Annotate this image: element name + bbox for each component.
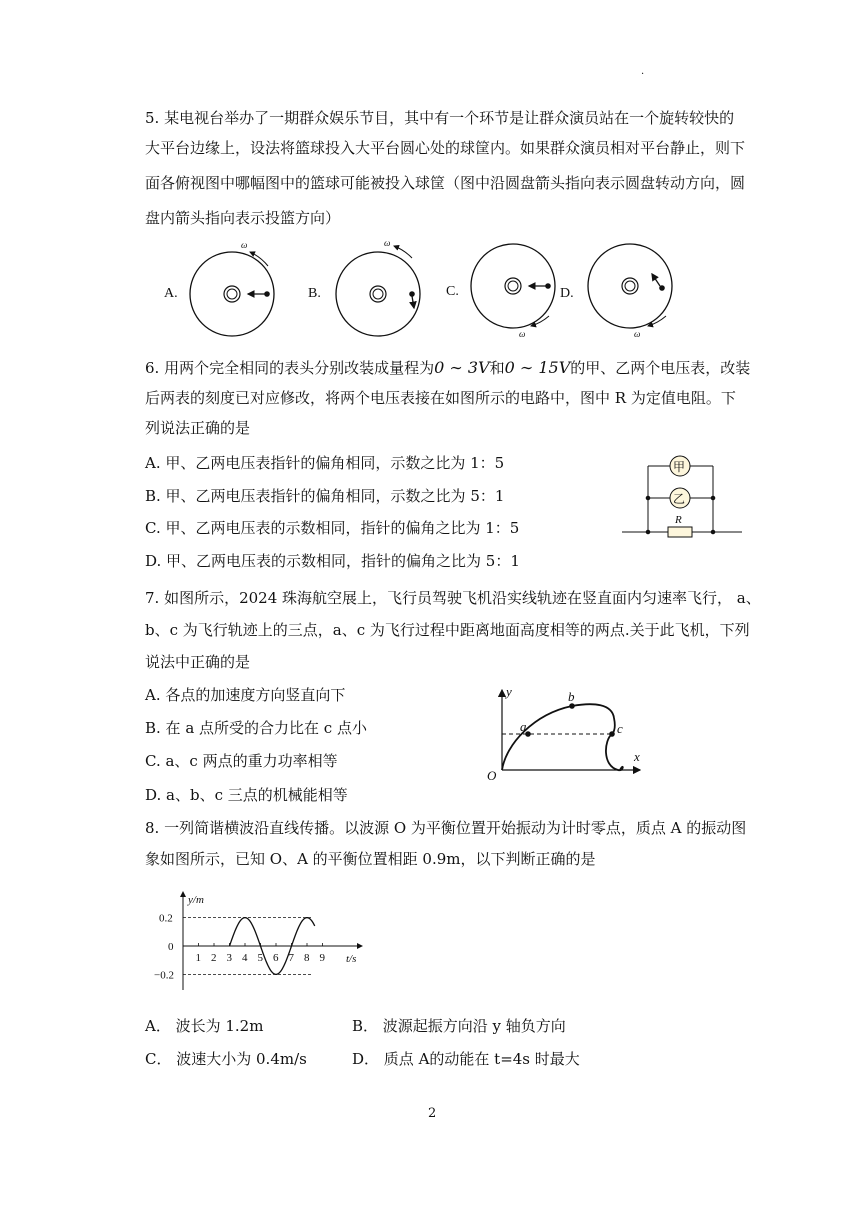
wave-y-label: y/m <box>188 894 204 906</box>
meter-yi: 乙 <box>673 492 686 506</box>
x-tick-label-3: 3 <box>226 952 232 964</box>
x-tick-label-9: 9 <box>319 952 325 964</box>
q8-line-1: 8. 一列简谐横波沿直线传播。以波源 O 为平衡位置开始振动为计时零点，质点 A 的振动图 <box>145 819 747 837</box>
traj-a-label: a <box>520 719 527 734</box>
disc-b <box>336 238 420 336</box>
q8-vibration-chart <box>150 886 370 998</box>
x-tick-label-8: 8 <box>304 952 310 964</box>
q6-option-a: A. 甲、乙两电压表指针的偏角相同，示数之比为 1：5 <box>145 454 505 472</box>
omega-c: ω <box>519 329 526 339</box>
disc-d <box>588 244 672 339</box>
q7-line-3: 说法中正确的是 <box>145 653 251 671</box>
traj-origin-label: O <box>487 768 497 783</box>
q5-line-2: 大平台边缘上，设法将篮球投入大平台圆心处的球筐内。如果群众演员相对平台静止，则下 <box>145 139 746 157</box>
q7-line-2: b、c 为飞行轨迹上的三点，a、c 为飞行过程中距离地面高度相等的两点.关于此飞机，下列 <box>145 621 750 639</box>
y-tick-label-0: 0.2 <box>159 912 173 925</box>
x-tick-label-2: 2 <box>211 952 217 964</box>
wave-x-label: t/s <box>346 953 357 965</box>
omega-b: ω <box>384 238 391 248</box>
q6-line-1a: 6. 用两个完全相同的表头分别改装成量程为 <box>145 359 435 377</box>
q5-line-1: 5. 某电视台举办了一期群众娱乐节目，其中有一个环节是让群众演员站在一个旋转较快的 <box>145 109 735 127</box>
q6-option-d: D. 甲、乙两电压表的示数相同，指针的偏角之比为 5：1 <box>145 552 520 570</box>
q6-line-1 <box>145 358 750 378</box>
x-tick-label-5: 5 <box>257 952 263 964</box>
q6-option-b: B. 甲、乙两电压表指针的偏角相同，示数之比为 5：1 <box>145 487 505 505</box>
traj-y-label: y <box>506 684 512 699</box>
omega-a: ω <box>241 240 248 250</box>
q7-line-1: 7. 如图所示，2024 珠海航空展上，飞行员驾驶飞机沿实线轨迹在竖直面内匀速率飞行， a、 <box>145 589 761 607</box>
q7-option-a: A. 各点的加速度方向竖直向下 <box>145 686 346 704</box>
q6-circuit <box>618 452 746 540</box>
y-tick-label-1: 0 <box>168 941 174 953</box>
x-tick-label-1: 1 <box>195 952 201 964</box>
q7-option-d: D. a、b、c 三点的机械能相等 <box>145 786 348 804</box>
range-1: 0 ∼ 3V <box>434 358 490 377</box>
q5-line-4: 盘内箭头指向表示投篮方向） <box>145 209 341 227</box>
q6-line-3: 列说法正确的是 <box>145 419 251 437</box>
traj-c-label: c <box>617 721 623 736</box>
x-tick-label-6: 6 <box>273 952 279 964</box>
disc-a <box>190 240 274 336</box>
q8-line-2: 象如图所示，已知 O、A 的平衡位置相距 0.9m，以下判断正确的是 <box>145 850 596 868</box>
traj-b-label: b <box>568 689 575 704</box>
q8-option-a: A． 波长为 1.2m <box>145 1017 264 1035</box>
q7-option-c: C. a、c 两点的重力功率相等 <box>145 752 338 770</box>
meter-jia: 甲 <box>673 460 686 474</box>
q8-option-b: B． 波源起振方向沿 y 轴负方向 <box>352 1017 566 1035</box>
disc-c <box>471 244 555 339</box>
q7-option-b: B. 在 a 点所受的合力比在 c 点小 <box>145 719 367 737</box>
top-mark: . <box>641 66 645 77</box>
q8-option-c: C． 波速大小为 0.4m/s <box>145 1050 307 1068</box>
range-2: 0 ∼ 15V <box>504 358 571 377</box>
q6-line-2: 后两表的刻度已对应修改，将两个电压表接在如图所示的电路中，图中 R 为定值电阻。下 <box>145 389 736 407</box>
resistor-label: R <box>675 514 682 526</box>
option-d-label: D. <box>560 286 574 301</box>
q5-line-3: 面各俯视图中哪幅图中的篮球可能被投入球筐（图中沿圆盘箭头指向表示圆盘转动方向，圆 <box>145 174 746 192</box>
q6-line-1c: 的甲、乙两个电压表，改装 <box>570 359 751 377</box>
x-tick-label-4: 4 <box>242 952 248 964</box>
option-c-label: C. <box>446 284 459 299</box>
q5-disc-figures <box>150 238 710 343</box>
traj-x-label: x <box>634 749 640 764</box>
option-b-label: B. <box>308 286 321 301</box>
page-number: 2 <box>428 1106 437 1121</box>
y-tick-label-2: −0.2 <box>154 969 174 982</box>
omega-d: ω <box>634 329 641 339</box>
x-tick-label-7: 7 <box>288 952 294 964</box>
option-a-label: A. <box>164 286 178 301</box>
q6-line-1b: 和 <box>489 359 505 377</box>
q6-option-c: C. 甲、乙两电压表的示数相同，指针的偏角之比为 1：5 <box>145 519 520 537</box>
q7-trajectory <box>484 684 648 784</box>
q8-option-d: D． 质点 A的动能在 t=4s 时最大 <box>352 1050 580 1068</box>
